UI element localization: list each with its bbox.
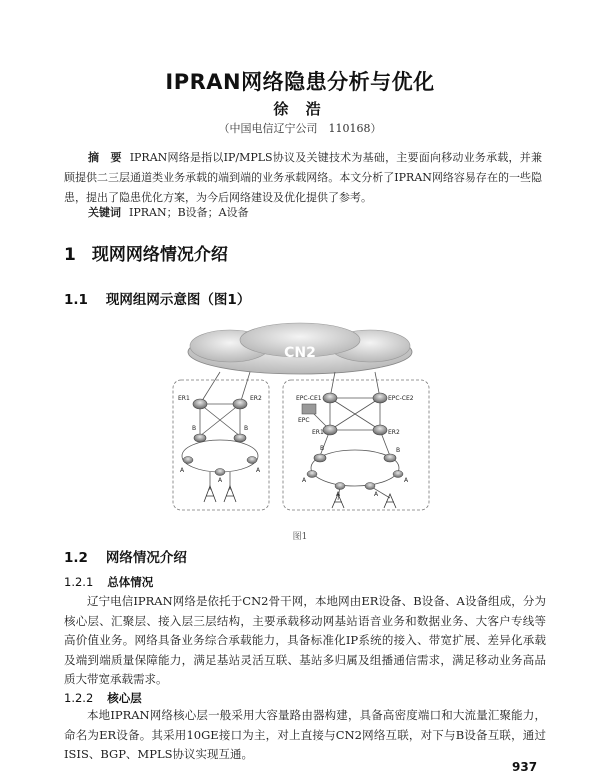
cloud-label: CN2	[284, 345, 316, 361]
router-b1	[194, 434, 206, 442]
section-number: 1.2.2	[64, 691, 94, 705]
label-b2: B	[244, 425, 249, 432]
section-1-2-2-heading	[64, 690, 142, 706]
label-er2-right: ER2	[388, 429, 400, 436]
label-epc: EPC	[298, 417, 310, 424]
section-title: 现网组网示意图（图1）	[105, 292, 251, 308]
affiliation: （中国电信辽宁公司 110168）	[218, 122, 382, 135]
router-b-right	[314, 454, 396, 462]
router-er2-left	[233, 399, 247, 409]
abstract-text: IPRAN网络是指以IP/MPLS协议及关键技术为基础，主要面向移动业务承载，并兼顾提供二三层通道类业务承载的端到端的业务承载网络。本文分析了IPRAN网络容易存在的一些隐患，提出了隐患优化方案，为今后网络建设及优化提供了参考。	[64, 151, 543, 204]
figure-caption: 图1	[292, 532, 308, 542]
section-title: 网络情况介绍	[105, 550, 187, 566]
label-b4: B	[396, 447, 401, 454]
server-epc	[302, 404, 316, 414]
label-a2: A	[218, 477, 223, 484]
section-number: 1.2	[64, 550, 88, 566]
label-a4: A	[302, 477, 307, 484]
router-er1-right	[323, 425, 337, 435]
section-title: 核心层	[107, 691, 142, 705]
section-1-2-heading	[64, 546, 187, 566]
label-b3: B	[320, 445, 325, 452]
abstract	[64, 148, 542, 208]
section-title: 总体情况	[107, 575, 154, 589]
label-a7: A	[404, 477, 409, 484]
network-diagram	[170, 318, 432, 528]
label-epc-ce1: EPC-CE1	[296, 395, 322, 402]
section-1-2-1-heading	[64, 574, 153, 590]
router-er2-right	[373, 425, 387, 435]
cn2-cloud	[188, 323, 412, 374]
paragraph-overview: 辽宁电信IPRAN网络是依托于CN2骨干网，本地网由ER设备、B设备、A设备组成，分为核心层、汇聚层、接入层三层结构，主要承载移动网基站语音业务和数据业务、大客户专线等高价值业务。网络具备业务综合承载能力，具备标准化IP系统的接入、带宽扩展、差异化承载及端到端质量保障能力，满足基站灵活互联、基站多归属及组播通信需求，满足移动业务高品质大带宽承载需求。	[64, 594, 546, 686]
page-number: 937	[512, 760, 538, 774]
label-a3: A	[256, 467, 261, 474]
section-1-1-heading	[64, 288, 250, 308]
section-1-heading	[64, 240, 228, 265]
section-number: 1.2.1	[64, 575, 94, 589]
paper-title: IPRAN网络隐患分析与优化	[165, 70, 435, 94]
label-b1: B	[192, 425, 197, 432]
cell-tower-icon	[204, 486, 396, 508]
paragraph-core-layer: 本地IPRAN网络核心层一般采用大容量路由器构建，具备高密度端口和大流量汇聚能力，命名为ER设备。其采用10GE接口为主，对上直接与CN2网络互联，对下与B设备互联，通过ISIS、BGP、MPLS协议实现互通。	[64, 708, 546, 761]
author: 徐 浩	[273, 100, 327, 118]
section-title: 现网网络情况介绍	[91, 245, 228, 265]
keywords-text: IPRAN；B设备；A设备	[129, 206, 249, 219]
abstract-label: 摘 要	[88, 151, 122, 164]
router-er1-left	[193, 399, 207, 409]
label-a6: A	[374, 491, 379, 498]
links	[182, 372, 399, 500]
router-a-ring-left	[183, 457, 257, 476]
label-er1-left: ER1	[178, 395, 190, 402]
section-number: 1	[64, 245, 76, 265]
keywords	[88, 204, 249, 220]
label-a5: A	[336, 491, 341, 498]
router-epc-ce1	[323, 393, 337, 403]
keywords-label: 关键词	[88, 206, 121, 219]
router-epc-ce2	[373, 393, 387, 403]
section-number: 1.1	[64, 292, 88, 308]
label-er2-left: ER2	[250, 395, 262, 402]
router-b2	[234, 434, 246, 442]
label-a1: A	[180, 467, 185, 474]
label-er1-right: ER1	[312, 429, 324, 436]
label-epc-ce2: EPC-CE2	[388, 395, 414, 402]
